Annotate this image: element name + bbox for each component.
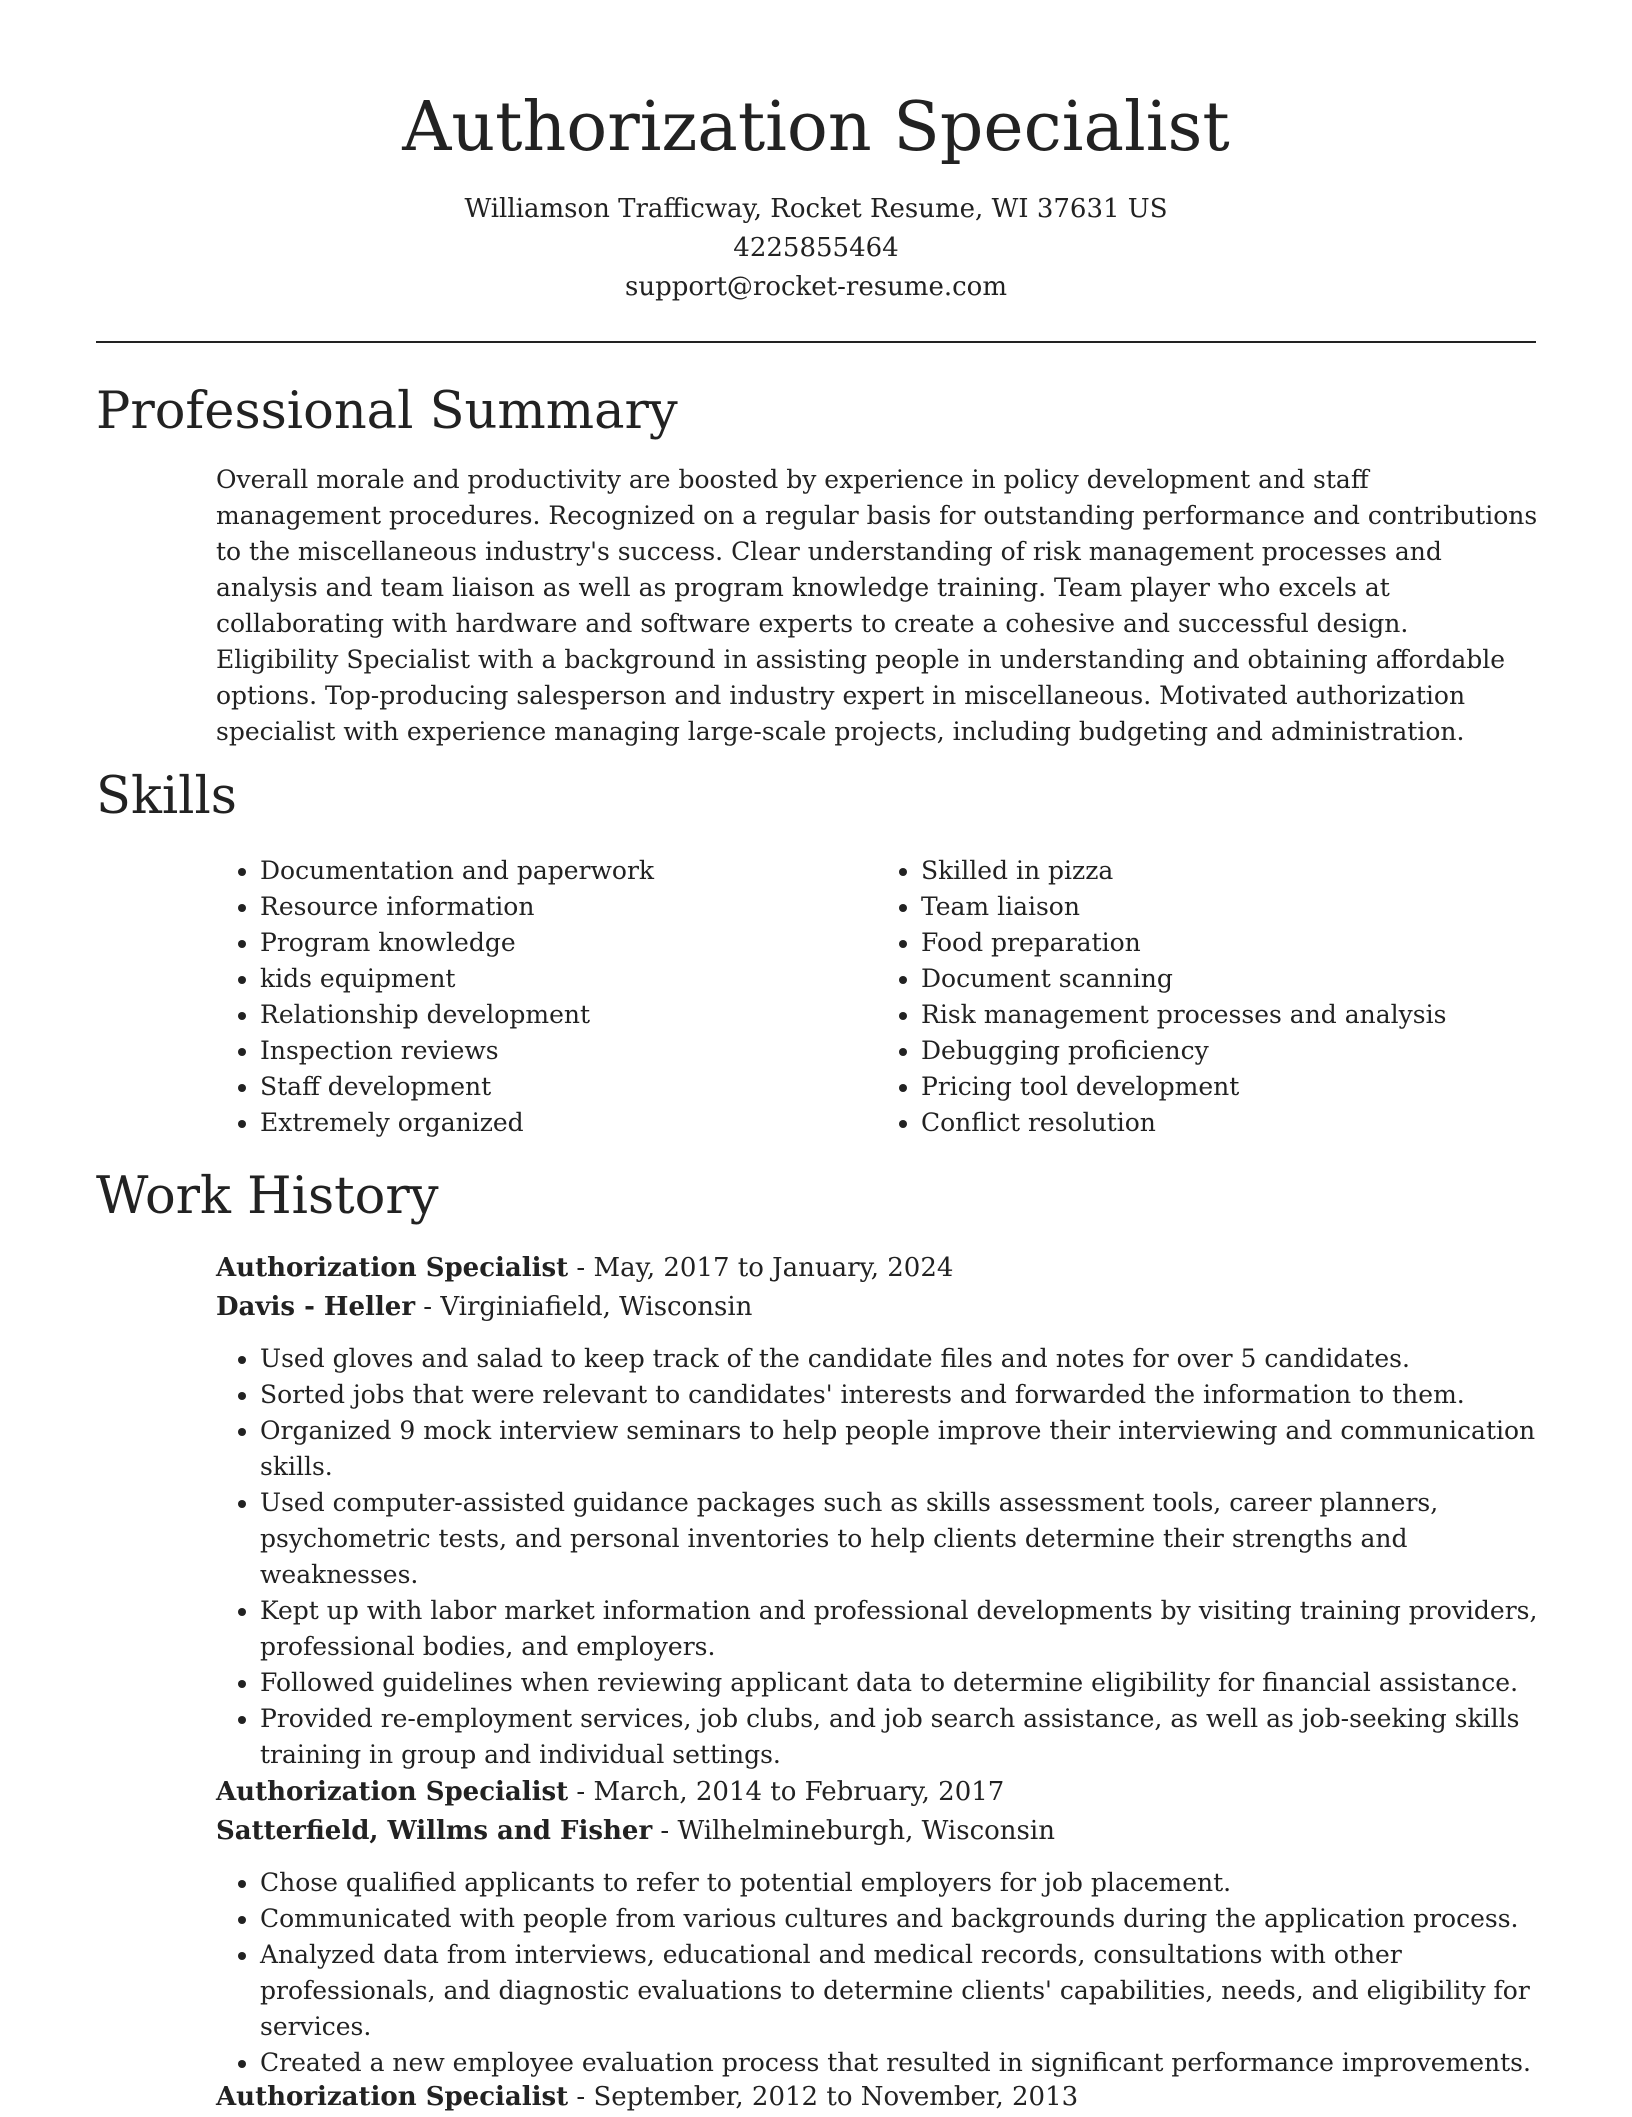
header-divider [96, 341, 1536, 343]
job-role: Authorization Specialist [216, 1777, 569, 1807]
email: support@rocket-resume.com [624, 272, 1007, 302]
phone: 4225855464 [733, 233, 899, 263]
skill-item: • Document scanning [921, 961, 1538, 997]
summary-heading: Professional Summary [96, 382, 678, 441]
job-dates: - September, 2012 to November, 2013 [568, 2082, 1079, 2112]
job-location: - Wilhelmineburgh, Wisconsin [652, 1816, 1055, 1846]
job-role: Authorization Specialist [216, 1253, 569, 1283]
duty-item: • Kept up with labor market information and professional developments by visiting training providers, professional bodies, and employers. [260, 1593, 1538, 1665]
job-company-line [216, 1812, 1538, 1851]
job-company: Satterfield, Willms and Fisher [216, 1816, 653, 1846]
skills-heading: Skills [96, 767, 237, 826]
skill-item: • Inspection reviews [260, 1033, 877, 1069]
duty-item: • Used gloves and salad to keep track of the candidate files and notes for over 5 candidates. [260, 1341, 1538, 1377]
job-dates: - March, 2014 to February, 2017 [568, 1777, 1005, 1807]
duty-item: • Analyzed data from interviews, educational and medical records, consultations with other professionals, and diagnostic evaluations to determine clients' capabilities, needs, and eligibility for services. [260, 1937, 1538, 2045]
resume-header [0, 84, 1632, 307]
skill-item: • Staff development [260, 1069, 877, 1105]
candidate-name: Authorization Specialist [402, 88, 1230, 167]
job-duties [216, 1865, 1538, 2081]
duty-item: • Created a new employee evaluation process that resulted in significant performance improvements. [260, 2045, 1538, 2081]
job-role: Authorization Specialist [216, 2082, 569, 2112]
skill-item: • Debugging proficiency [921, 1033, 1538, 1069]
skill-item: • Risk management processes and analysis [921, 997, 1538, 1033]
job-entry [216, 1773, 1538, 2081]
skill-item: • Food preparation [921, 925, 1538, 961]
skill-item: • Pricing tool development [921, 1069, 1538, 1105]
job-dates: - May, 2017 to January, 2024 [568, 1253, 954, 1283]
skill-item: • Team liaison [921, 889, 1538, 925]
duty-item: • Chose qualified applicants to refer to potential employers for job placement. [260, 1865, 1538, 1901]
duty-item: • Communicated with people from various cultures and backgrounds during the application process. [260, 1901, 1538, 1937]
work-history-heading: Work History [96, 1167, 439, 1226]
summary-text: Overall morale and productivity are boosted by experience in policy development and staff management procedures. Recognized on a regular basis for outstanding performance and contributions to the miscellaneous industry's success. Clear understanding of risk management processes and analysis and team liaison as well as program knowledge training. Team player who excels at collaborating with hardware and software experts to create a cohesive and successful design. Eligibility Specialist with a background in assisting people in understanding and obtaining affordable options. Top-producing salesperson and industry expert in miscellaneous. Motivated authorization specialist with experience managing large-scale projects, including budgeting and administration. [216, 465, 1538, 746]
job-title-line [216, 2078, 1538, 2117]
job-entry [216, 2078, 1538, 2117]
skill-item: • Extremely organized [260, 1105, 877, 1141]
contact-info [0, 190, 1632, 307]
skill-item: • Program knowledge [260, 925, 877, 961]
duty-item: • Sorted jobs that were relevant to candidates' interests and forwarded the information to them. [260, 1377, 1538, 1413]
skill-item: • Documentation and paperwork [260, 853, 877, 889]
job-company-line [216, 1288, 1538, 1327]
skills-column-left [216, 853, 877, 1141]
skill-item: • Relationship development [260, 997, 877, 1033]
job-company: Davis - Heller [216, 1292, 416, 1322]
skill-item: • Resource information [260, 889, 877, 925]
duty-item: • Followed guidelines when reviewing applicant data to determine eligibility for financial assistance. [260, 1665, 1538, 1701]
skill-item: • kids equipment [260, 961, 877, 997]
skills-column-right [877, 853, 1538, 1141]
job-duties [216, 1341, 1538, 1773]
job-location: - Virginiafield, Wisconsin [415, 1292, 753, 1322]
duty-item: • Provided re-employment services, job clubs, and job search assistance, as well as job-seeking skills training in group and individual settings. [260, 1701, 1538, 1773]
job-title-line [216, 1773, 1538, 1812]
skill-item: • Skilled in pizza [921, 853, 1538, 889]
skills-list [216, 853, 1538, 1141]
job-entry [216, 1249, 1538, 1773]
duty-item: • Used computer-assisted guidance packages such as skills assessment tools, career planners, psychometric tests, and personal inventories to help clients determine their strengths and weaknesses. [260, 1485, 1538, 1593]
skill-item: • Conflict resolution [921, 1105, 1538, 1141]
duty-item: • Organized 9 mock interview seminars to help people improve their interviewing and communication skills. [260, 1413, 1538, 1485]
job-title-line [216, 1249, 1538, 1288]
address: Williamson Trafficway, Rocket Resume, WI 37631 US [464, 194, 1168, 224]
